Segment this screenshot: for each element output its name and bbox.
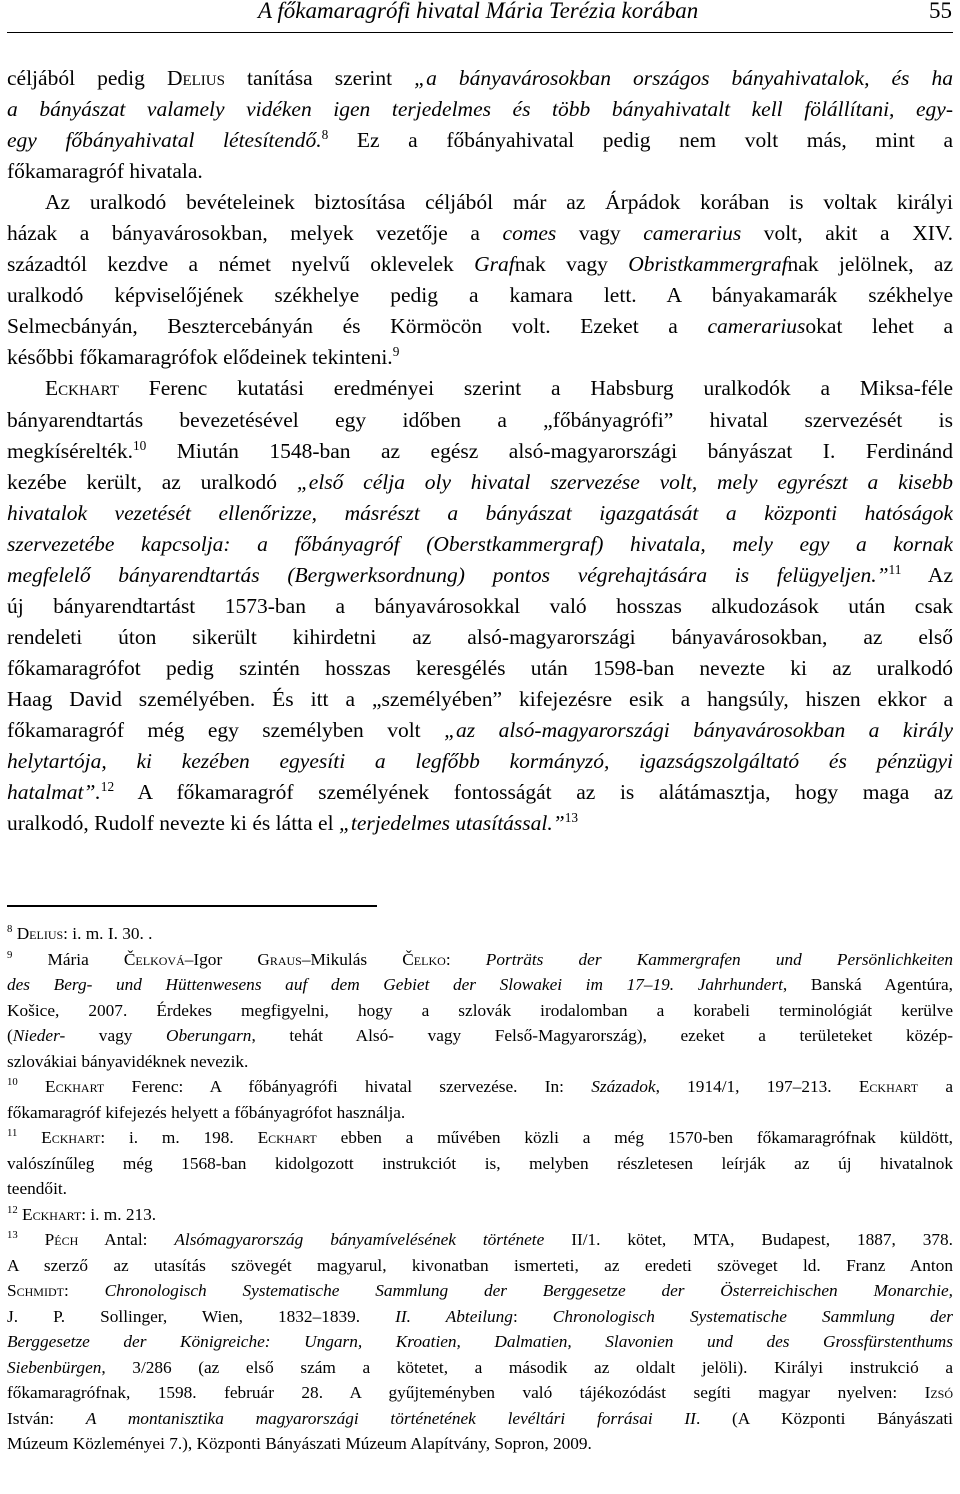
header-rule: [7, 32, 953, 33]
text-line: főkamaragrófot pedig szintén hosszas keresgélés után 1598-ban nevezte ki az uralkodó: [7, 655, 953, 680]
footnote-line: Berggesetze der Königreiche: Ungarn, Kroatien, Dalmatien, Slavonien und des Grossfürstenthums: [7, 1332, 953, 1351]
text-line: egy főbányahivatal létesítendő.$^8$ Ez a főbányahivatal pedig nem volt más, mint a: [7, 126, 953, 153]
footnote-number: 8: [7, 923, 13, 936]
text-line: bányarendtartás bevezetésével egy időben a „főbányagrófi” hivatal szervezését is: [7, 407, 953, 432]
footnote-line: István: A montanisztika magyarországi történetének levéltári forrásai II. (A Központi Bányászati: [7, 1408, 953, 1428]
footnote-ref: 11: [888, 561, 902, 577]
quotation: helytartója, ki kezében egyesíti a legfőbb kormányzó, igazságszolgáltató és pénzügyi: [7, 749, 953, 774]
author-name: Delius: [166, 66, 225, 90]
footnote-line: Múzeum Közleményei 7.), Központi Bányászati Múzeum Alapítvány, Sopron, 2009.: [7, 1434, 592, 1453]
footnote-number: 11: [7, 1127, 18, 1140]
text-line: uralkodó, Rudolf nevezte ki és látta el „terjedelmes utasítással.”$^{13}$: [7, 809, 579, 836]
footnote: $^{13}$ Péch Antal: Alsómagyarország bányamívelésének története II/1. kötet, MTA, Budapest, 1887, 378.: [7, 1229, 953, 1249]
footnote-ref: 9: [392, 344, 400, 360]
text-line: főkamaragróf hivatala.: [7, 159, 203, 184]
footnote-line: Schmidt: Chronologisch Systematische Sammlung der Berggesetze der Österreichischen Monarchie,: [7, 1281, 953, 1300]
quotation: megfelelő bányarendtartás (Bergwerksordnung) pontos végrehajtására is felügyeljen.”: [7, 562, 889, 587]
text-line: [7, 529, 953, 560]
text-line: rendeleti úton sikerült kihirdetni az alsó-magyarországi bányavárosokban, az első: [7, 624, 953, 649]
text-line: [7, 746, 953, 777]
footnote: $^8$ Delius: i. m. I. 30. .: [7, 923, 153, 943]
text-line: későbbi főkamaragrófok elődeinek tekinteni.$^9$: [7, 344, 400, 370]
running-header: [0, 0, 960, 32]
body-text: [7, 63, 953, 839]
footnote-ref: 12: [100, 778, 115, 794]
footnote: $^{10}$ Eckhart Ferenc: A főbányagrófi hivatal szervezése. In: Századok, 1914/1, 197–213. Eckhart a: [7, 1076, 953, 1096]
text-line: kezébe került, az uralkodó „első célja oly hivatal szervezése volt, mely egyrészt a kisebb: [7, 469, 953, 494]
page-number: 55: [929, 0, 952, 23]
text-line: Haag David személyében. És itt a „személyében” kifejezésre esik a hangsúly, hiszen ekkor a: [7, 686, 953, 711]
quotation: „a bányavárosokban országos bányahivatalok, és ha: [414, 66, 953, 90]
footnote-ref: 10: [132, 437, 147, 453]
footnote-number: 13: [7, 1229, 18, 1242]
text-line: [7, 498, 953, 529]
quotation: a bányászat valamely vidéken igen terjedelmes és több bányahivatalt kell fölállítani, egy-: [7, 97, 953, 122]
running-header-title: A főkamaragrófi hivatal Mária Terézia korában: [258, 0, 699, 23]
quotation: „első célja oly hivatal szervezése volt, mely egyrészt a kisebb: [296, 469, 953, 494]
quotation: hatalmat”.: [7, 780, 101, 805]
text-line: századtól kezdve a német nyelvű oklevelek Grafnak vagy Obristkammergrafnak jelölnek, az: [7, 252, 953, 277]
text-line: uralkodó képviselőjének székhelye pedig a kamara lett. A bányakamarák székhelye: [7, 283, 953, 308]
footnote-line: Siebenbürgen, 3/286 (az első szám a kötetet, a második az oldalt jelöli). Királyi instrukció a: [7, 1357, 953, 1377]
footnote-line: des Berg- und Hüttenwesens auf dem Gebiet der Slowakei im 17–19. Jahrhundert, Banská Agentúra,: [7, 975, 953, 994]
text-line: házak a bányavárosokban, melyek vezetője a comes vagy camerarius volt, akit a XIV.: [7, 221, 953, 246]
text-line: új bányarendtartást 1573-ban a bányavárosokkal való hosszas alkudozások után csak: [7, 593, 953, 618]
footnote: $^9$ Mária Čelková–Igor Graus–Mikulás Čelko: Porträts der Kammergrafen und Persönlichkeiten: [7, 948, 953, 969]
text-line: céljából pedig Delius tanítása szerint „a bányavárosokban országos bányahivatalok, és ha: [7, 66, 953, 90]
text-line: Selmecbányán, Besztercebányán és Körmöcön volt. Ezeket a camerariusokat lehet a: [7, 314, 953, 339]
footnote-line: valószínűleg még 1568-ban kidolgozott instrukciót is, melyben részletesen leírják az új hivatalnok: [7, 1153, 953, 1173]
footnote-line: Košice, 2007. Érdekes megfigyelni, hogy a szlovák irodalomban a korabeli terminológiát kerülve: [7, 1000, 953, 1020]
text-line: Az uralkodó bevételeinek biztosítása céljából már az Árpádok korában is voltak királyi: [45, 190, 953, 215]
footnote-ref: 8: [321, 126, 329, 142]
author-name: Eckhart: [45, 376, 119, 401]
footnote-line: főkamaragrófnak, 1598. február 28. A gyűjteményben való tájékozódást segíti magyar nyelven: Izsó: [7, 1383, 953, 1402]
footnote-number: 10: [7, 1076, 18, 1089]
footnote-line: (Nieder- vagy Oberungarn, tehát Alsó- vagy Felső-Magyarország), ezeket a területeket közép-: [7, 1026, 953, 1045]
footnote-separator: [7, 905, 377, 907]
footnote: $^{12}$ Eckhart: i. m. 213.: [7, 1203, 157, 1224]
text-line: főkamaragróf még egy személyben volt „az alsó-magyarországi bányavárosokban a király: [7, 717, 953, 742]
quotation: szervezetébe kapcsolja: a főbányagróf (Oberstkammergraf) hivatala, mely egy a kornak: [7, 531, 953, 556]
text-line: megkísérelték.$^{10}$ Miután 1548-ban az egész alsó-magyarországi bányászat I. Ferdinánd: [7, 437, 953, 463]
footnotes: [7, 921, 953, 1457]
footnote-line: teendőit.: [7, 1179, 67, 1198]
footnote-line: szlovákiai bányavidéknek nevezik.: [7, 1051, 249, 1071]
footnote-line: J. P. Sollinger, Wien, 1832–1839. II. Abteilung: Chronologisch Systematische Sammlung der: [7, 1306, 953, 1326]
footnote: $^{11}$ Eckhart: i. m. 198. Eckhart ebben a művében közli a még 1570-ben főkamaragrófnak küldött,: [7, 1127, 953, 1147]
quotation: „terjedelmes utasítással.”: [338, 811, 565, 836]
text-line: hatalmat”.$^{12}$ A főkamaragróf személyének fontosságát az is alátámasztja, hogy maga az: [7, 778, 953, 805]
footnote-number: 9: [7, 948, 13, 961]
text-line: Eckhart Ferenc kutatási eredményei szerint a Habsburg uralkodók a Miksa-féle: [45, 376, 953, 401]
footnote-line: főkamaragróf kifejezés helyett a főbányagrófot használja.: [7, 1102, 406, 1122]
footnote-ref: 13: [564, 809, 579, 825]
quotation: hivatalok vezetését ellenőrizze, másrészt a bányászat igazgatását a központi hatóságok: [7, 500, 953, 525]
footnote-number: 12: [7, 1203, 18, 1216]
quotation: egy főbányahivatal létesítendő.: [7, 128, 322, 153]
quotation: „az alsó-magyarországi bányavárosokban a király: [444, 717, 953, 742]
footnote-line: A szerző az utasítás szövegét magyarul, kivonatban ismerteti, az eredeti szöveget ld. Franz Anton: [7, 1255, 953, 1275]
text-line: megfelelő bányarendtartás (Bergwerksordnung) pontos végrehajtására is felügyeljen.”$^{11}$ Az: [7, 561, 953, 587]
text-line: [7, 94, 953, 125]
author-name: Delius: [16, 924, 64, 943]
